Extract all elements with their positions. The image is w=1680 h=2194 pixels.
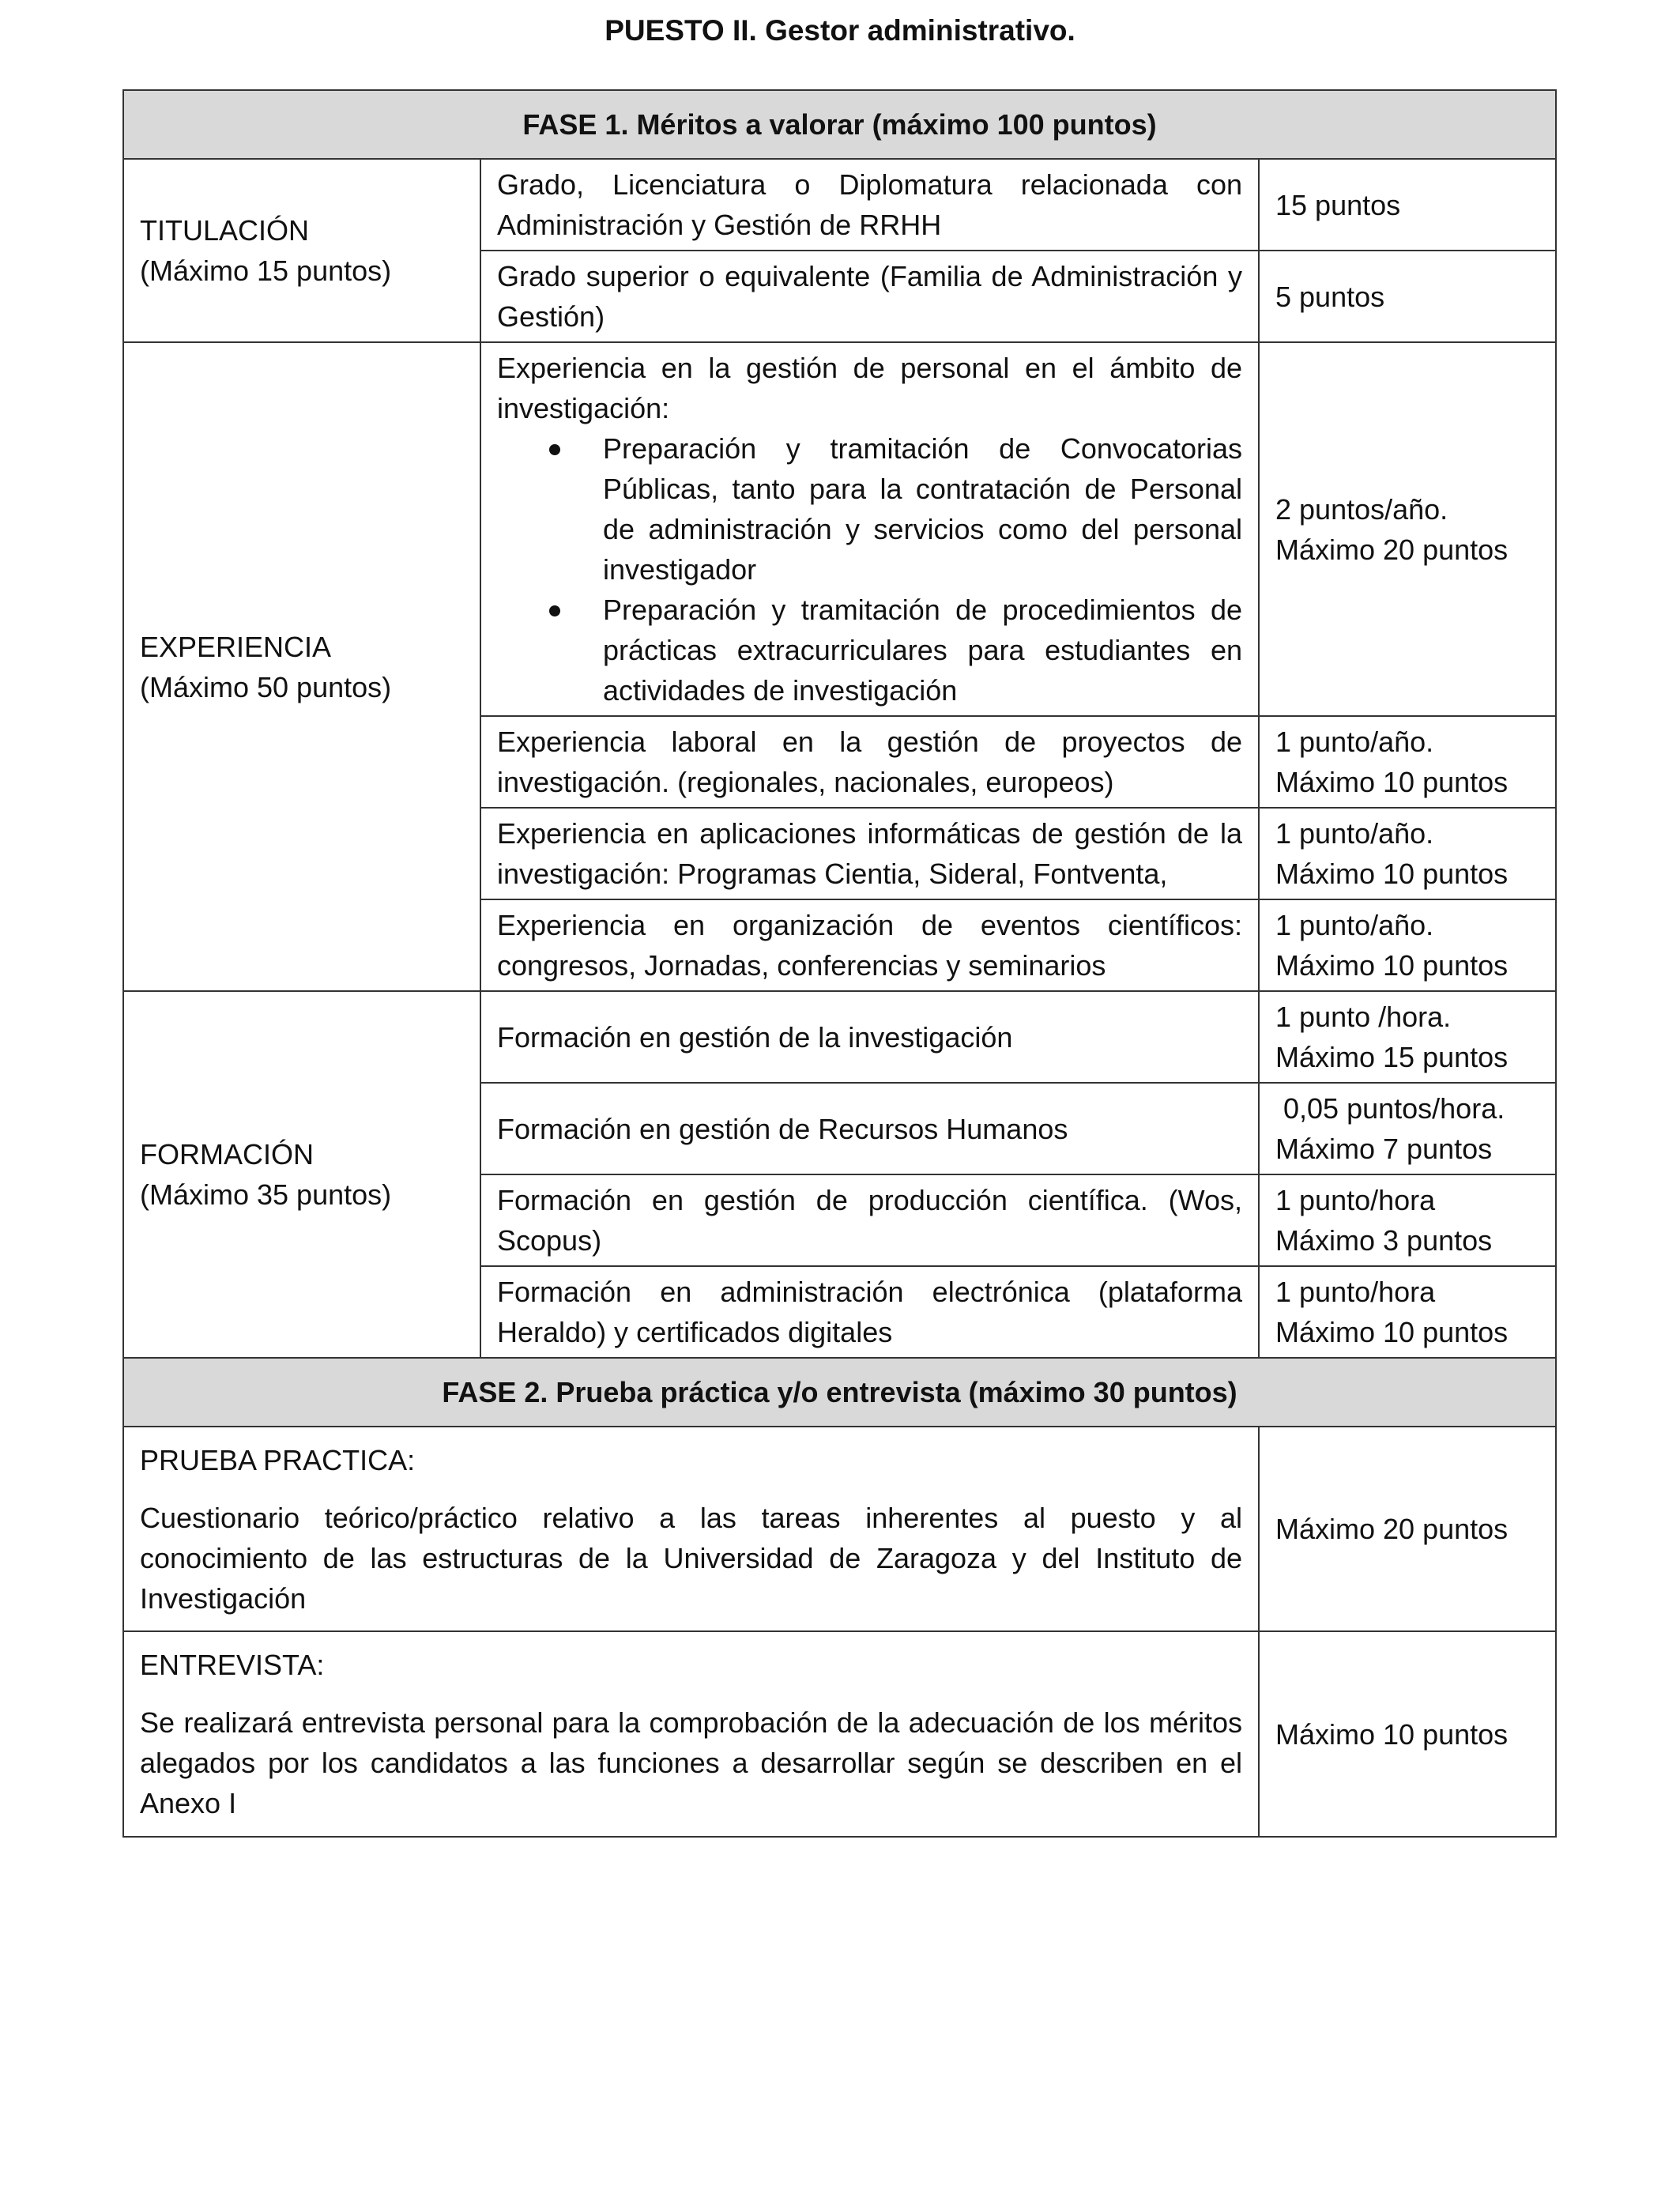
phase1-header-row — [123, 90, 1556, 159]
experiencia-category — [123, 342, 480, 991]
points-rate: 1 punto/año. — [1275, 817, 1434, 850]
list-item — [603, 428, 1242, 590]
titulacion-category — [123, 159, 480, 342]
formacion-category — [123, 991, 480, 1358]
points-max: Máximo 20 puntos — [1275, 533, 1509, 566]
formacion-desc-2: Formación en gestión de Recursos Humanos — [480, 1083, 1259, 1174]
experiencia-desc-4: Experiencia en organización de eventos científicos: congresos, Jornadas, conferencias y seminarios — [480, 899, 1259, 991]
points-max: Máximo 15 puntos — [1275, 1041, 1509, 1073]
experiencia-desc-2: Experiencia laboral en la gestión de proyectos de investigación. (regionales, nacionales, europeos) — [480, 716, 1259, 808]
titulacion-points-2: 5 puntos — [1259, 251, 1556, 342]
formacion-points-4 — [1259, 1266, 1556, 1358]
experiencia-points-3 — [1259, 808, 1556, 899]
experiencia-max: (Máximo 50 puntos) — [140, 670, 392, 703]
prueba-label: PRUEBA PRACTICA: — [140, 1443, 416, 1476]
experiencia-intro: Experiencia en la gestión de personal en el ámbito de investigación: — [497, 352, 1242, 424]
points-max: Máximo 3 puntos — [1275, 1224, 1493, 1257]
formacion-row-1 — [123, 991, 1556, 1083]
points-max: Máximo 7 puntos — [1275, 1133, 1493, 1165]
entrevista-label: ENTREVISTA: — [140, 1649, 325, 1681]
titulacion-max: (Máximo 15 puntos) — [140, 254, 392, 287]
titulacion-row-1 — [123, 159, 1556, 251]
bullet-icon — [549, 605, 560, 616]
formacion-max: (Máximo 35 puntos) — [140, 1178, 392, 1211]
points-rate: 1 punto/año. — [1275, 909, 1434, 941]
bullet-icon — [549, 444, 560, 455]
spacer — [140, 1685, 1242, 1702]
bullet-text: Preparación y tramitación de Convocatorias Públicas, tanto para la contratación de Personal de administración y servicios como del personal investigador — [603, 432, 1242, 586]
formacion-name: FORMACIÓN — [140, 1138, 314, 1171]
formacion-points-3 — [1259, 1174, 1556, 1266]
experiencia-desc-1 — [480, 342, 1259, 716]
points-max: Máximo 10 puntos — [1275, 766, 1509, 798]
prueba-row — [123, 1427, 1556, 1631]
phase1-header: FASE 1. Méritos a valorar (máximo 100 puntos) — [123, 90, 1556, 159]
points-rate: 0,05 puntos/hora. — [1275, 1092, 1505, 1125]
experiencia-points-1 — [1259, 342, 1556, 716]
phase2-header: FASE 2. Prueba práctica y/o entrevista (máximo 30 puntos) — [123, 1358, 1556, 1427]
formacion-desc-4: Formación en administración electrónica (plataforma Heraldo) y certificados digitales — [480, 1266, 1259, 1358]
list-item — [603, 590, 1242, 711]
titulacion-name: TITULACIÓN — [140, 214, 310, 247]
bullet-text: Preparación y tramitación de procedimientos de prácticas extracurriculares para estudiantes en actividades de investigación — [603, 594, 1242, 707]
entrevista-row — [123, 1631, 1556, 1837]
points-rate: 1 punto/hora — [1275, 1184, 1436, 1216]
points-rate: 1 punto/año. — [1275, 726, 1434, 758]
experiencia-points-2 — [1259, 716, 1556, 808]
points-max: Máximo 10 puntos — [1275, 949, 1509, 982]
points-rate: 1 punto/hora — [1275, 1276, 1436, 1308]
experiencia-points-4 — [1259, 899, 1556, 991]
experiencia-row-1 — [123, 342, 1556, 716]
entrevista-points: Máximo 10 puntos — [1259, 1631, 1556, 1837]
points-max: Máximo 10 puntos — [1275, 1316, 1509, 1348]
prueba-cell — [123, 1427, 1259, 1631]
titulacion-desc-2: Grado superior o equivalente (Familia de Administración y Gestión) — [480, 251, 1259, 342]
prueba-points: Máximo 20 puntos — [1259, 1427, 1556, 1631]
experiencia-bullet-list — [497, 428, 1242, 711]
spacer — [140, 1480, 1242, 1498]
formacion-points-2 — [1259, 1083, 1556, 1174]
titulacion-points-1: 15 puntos — [1259, 159, 1556, 251]
points-rate: 1 punto /hora. — [1275, 1001, 1452, 1033]
points-max: Máximo 10 puntos — [1275, 858, 1509, 890]
page-title: PUESTO II. Gestor administrativo. — [605, 14, 1075, 47]
formacion-points-1 — [1259, 991, 1556, 1083]
formacion-desc-3: Formación en gestión de producción científica. (Wos, Scopus) — [480, 1174, 1259, 1266]
phase2-header-row — [123, 1358, 1556, 1427]
merits-table — [122, 89, 1557, 1838]
prueba-desc: Cuestionario teórico/práctico relativo a las tareas inherentes al puesto y al conocimiento de las estructuras de la Universidad de Zaragoza y del Instituto de Investigación — [140, 1501, 1242, 1615]
entrevista-cell — [123, 1631, 1259, 1837]
experiencia-name: EXPERIENCIA — [140, 630, 332, 663]
formacion-desc-1: Formación en gestión de la investigación — [480, 991, 1259, 1083]
titulacion-desc-1: Grado, Licenciatura o Diplomatura relacionada con Administración y Gestión de RRHH — [480, 159, 1259, 251]
entrevista-desc: Se realizará entrevista personal para la comprobación de la adecuación de los méritos alegados por los candidatos a las funciones a desarrollar según se describen en el Anexo I — [140, 1706, 1242, 1819]
points-rate: 2 puntos/año. — [1275, 492, 1448, 526]
experiencia-desc-3: Experiencia en aplicaciones informáticas de gestión de la investigación: Programas Cientia, Sideral, Fontventa, — [480, 808, 1259, 899]
